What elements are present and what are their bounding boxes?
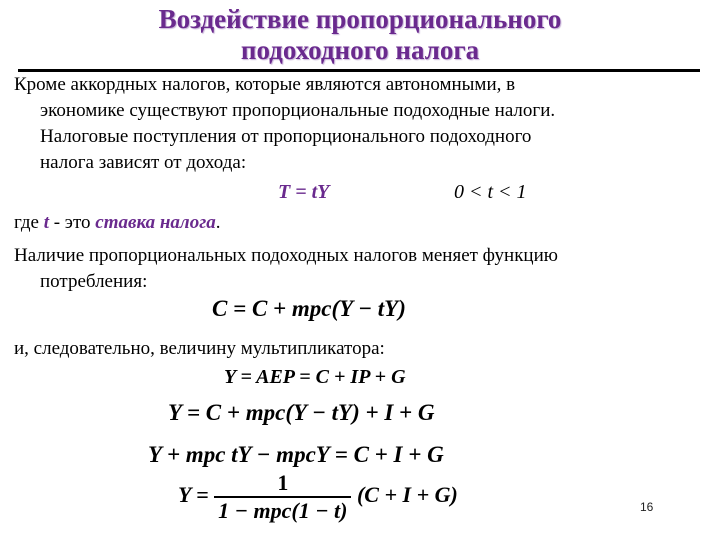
- paragraph-where: [14, 210, 702, 236]
- consumption-formula: [212, 296, 406, 322]
- paragraph-consumption: [14, 243, 702, 295]
- tax-rate-condition: 0 < t < 1: [454, 181, 527, 203]
- where-var-t: t: [43, 212, 49, 233]
- intro-line-1: Кроме аккордных налогов, которые являются автономными, в: [14, 74, 516, 95]
- where-mid: - это: [48, 212, 96, 233]
- multiplier-rhs: (C + I + G): [356, 482, 458, 508]
- where-term: ставка налога: [95, 212, 216, 233]
- intro-line-2: экономике существуют пропорциональные подоходные налоги.: [40, 100, 556, 121]
- aggregate-expenditure-formula: Y = AEP = C + IP + G: [224, 366, 406, 388]
- consumption-line-1: Наличие пропорциональных подоходных налогов меняет функцию: [14, 245, 558, 266]
- multiplier-denominator: 1 − mpc(1 − t): [218, 498, 348, 523]
- slide-title-line1: Воздействие пропорционального: [158, 4, 562, 34]
- where-prefix: где: [14, 212, 44, 233]
- page-number: 16: [640, 500, 654, 514]
- consumption-formula-text: C = C + mpc(Y − tY): [212, 296, 406, 321]
- slide-title-line2: подоходного налога: [240, 35, 480, 65]
- multiplier-fraction: [214, 470, 351, 524]
- where-end: .: [215, 212, 221, 233]
- consumption-line-2: потребления:: [40, 271, 148, 292]
- intro-line-4: налога зависят от дохода:: [40, 152, 247, 173]
- intro-line-3: Налоговые поступления от пропорционального подоходного: [40, 126, 532, 147]
- paragraph-intro: [14, 72, 702, 176]
- tax-formula: T = tY: [278, 181, 330, 203]
- slide-title: [0, 4, 720, 66]
- paragraph-multiplier: и, следовательно, величину мультипликатора:: [14, 338, 385, 359]
- equilibrium-formula: Y = C + mpc(Y − tY) + I + G: [168, 400, 435, 425]
- multiplier-formula: [178, 470, 458, 524]
- multiplier-lhs: Y =: [178, 482, 209, 508]
- rearranged-formula: Y + mpc tY − mpcY = C + I + G: [148, 442, 444, 467]
- multiplier-numerator: 1: [214, 470, 351, 498]
